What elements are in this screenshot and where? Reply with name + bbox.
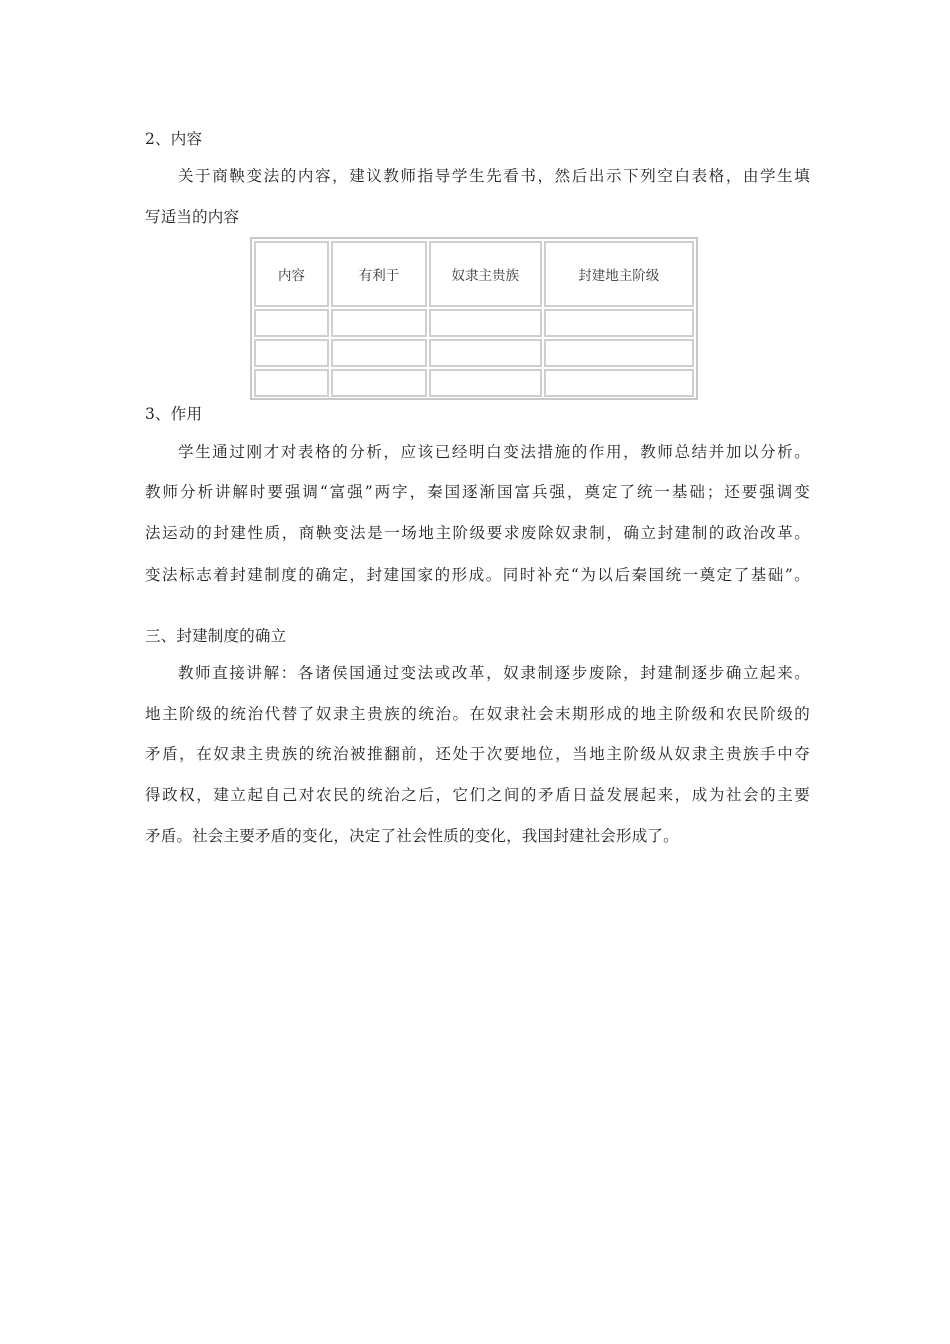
- table-cell: [331, 309, 427, 337]
- section-three-paragraph-line: 教师直接讲解：各诸侯国通过变法或改革，奴隶制逐步废除，封建制逐步确立起来。: [178, 664, 810, 682]
- blank-reform-table: [250, 237, 698, 400]
- reform-content-table: [252, 239, 696, 399]
- section-3-heading: 3、作用: [145, 405, 203, 423]
- table-cell: [254, 339, 329, 367]
- section-3-paragraph-line: 学生通过刚才对表格的分析，应该已经明白变法措施的作用，教师总结并加以分析。: [178, 443, 810, 461]
- table-row: [254, 369, 694, 397]
- table-header-cell: 有利于: [331, 241, 427, 307]
- table-cell: [544, 369, 694, 397]
- table-header-cell: 封建地主阶级: [544, 241, 694, 307]
- table-header-cell: 内容: [254, 241, 329, 307]
- table-cell: [331, 339, 427, 367]
- table-cell: [429, 369, 542, 397]
- section-3-paragraph-line: 法运动的封建性质，商鞅变法是一场地主阶级要求废除奴隶制，确立封建制的政治改革。: [145, 524, 810, 542]
- table-cell: [544, 309, 694, 337]
- table-cell: [429, 339, 542, 367]
- section-three-paragraph-line: 矛盾，在奴隶主贵族的统治被推翻前，还处于次要地位，当地主阶级从奴隶主贵族手中夺: [145, 745, 810, 763]
- section-2-heading: 2、内容: [145, 130, 203, 148]
- table-cell: [254, 309, 329, 337]
- table-cell: [254, 369, 329, 397]
- table-header-cell: 奴隶主贵族: [429, 241, 542, 307]
- section-3-paragraph-line: 教师分析讲解时要强调“富强”两字，秦国逐渐国富兵强，奠定了统一基础；还要强调变: [145, 483, 810, 501]
- table-cell: [429, 309, 542, 337]
- section-2-paragraph-line: 写适当的内容: [145, 208, 240, 226]
- section-3-paragraph-line: 变法标志着封建制度的确定，封建国家的形成。同时补充“为以后秦国统一奠定了基础”。: [145, 566, 810, 584]
- table-row: [254, 339, 694, 367]
- table-cell: [331, 369, 427, 397]
- table-header-row: [254, 241, 694, 307]
- section-three-paragraph-line: 得政权，建立起自己对农民的统治之后，它们之间的矛盾日益发展起来，成为社会的主要: [145, 786, 810, 804]
- section-three-paragraph-line: 地主阶级的统治代替了奴隶主贵族的统治。在奴隶社会末期形成的地主阶级和农民阶级的: [145, 705, 810, 723]
- table-cell: [544, 339, 694, 367]
- table-row: [254, 309, 694, 337]
- section-three-heading: 三、封建制度的确立: [145, 627, 287, 645]
- section-2-paragraph-line: 关于商鞅变法的内容，建议教师指导学生先看书，然后出示下列空白表格，由学生填: [178, 167, 810, 185]
- section-three-paragraph-line: 矛盾。社会主要矛盾的变化，决定了社会性质的变化，我国封建社会形成了。: [145, 827, 679, 845]
